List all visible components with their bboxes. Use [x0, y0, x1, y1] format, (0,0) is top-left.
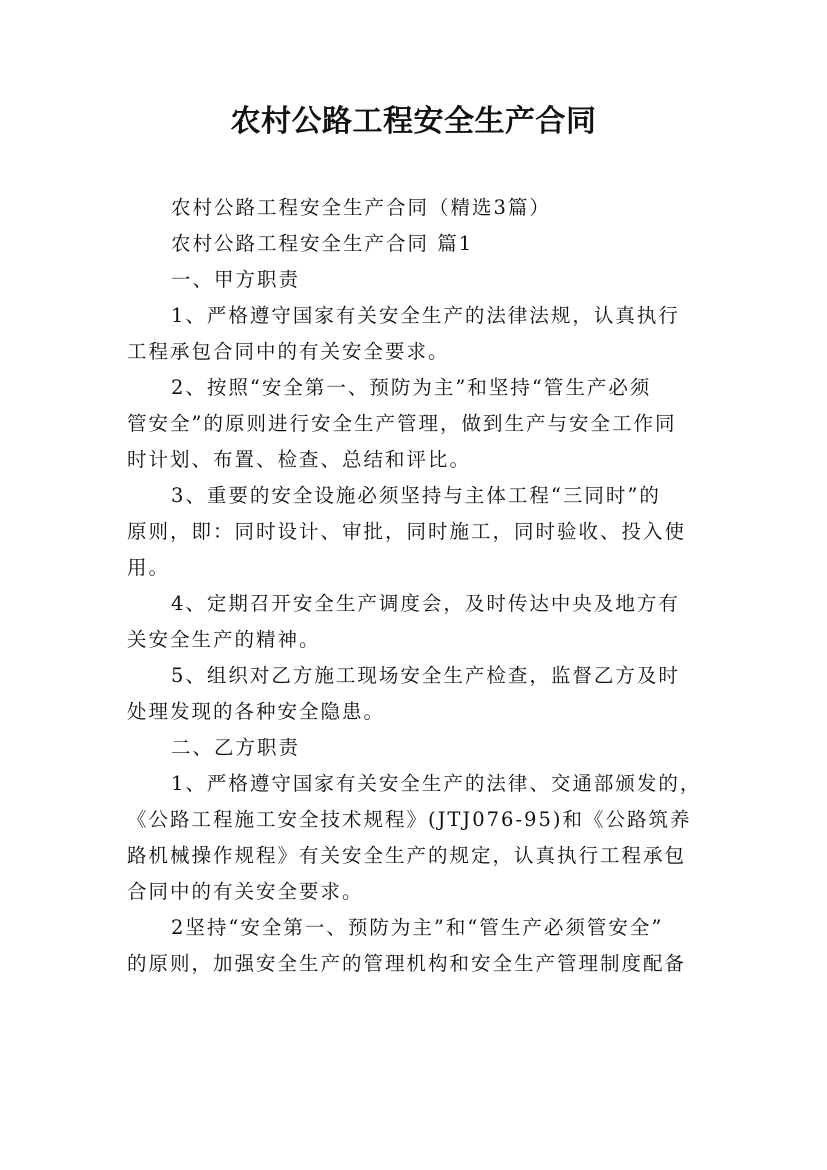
paragraph-line: 1、严格遵守国家有关安全生产的法律、交通部颁发的， [171, 772, 702, 795]
document-body [127, 190, 707, 982]
paragraph-line: 处理发现的各种安全隐患。 [127, 700, 386, 723]
paragraph-line: 管安全”的原则进行安全生产管理，做到生产与安全工作同 [127, 412, 677, 435]
subtitle-line: 农村公路工程安全生产合同（精选3篇） [171, 196, 551, 219]
paragraph-line: 路机械操作规程》有关安全生产的规定，认真执行工程承包 [127, 844, 687, 867]
paragraph-line: 原则，即：同时设计、审批，同时施工，同时验收、投入使 [127, 520, 687, 543]
paragraph-line: 2、按照“安全第一、预防为主”和坚持“管生产必须 [171, 376, 652, 399]
paragraph-line: 5、组织对乙方施工现场安全生产检查，监督乙方及时 [171, 664, 680, 687]
clause-heading-party-b: 二、乙方职责 [171, 736, 301, 759]
document-title: 农村公路工程安全生产合同 [230, 104, 597, 139]
section-heading-line: 农村公路工程安全生产合同 篇1 [171, 232, 474, 255]
paragraph-line: 时计划、布置、检查、总结和评比。 [127, 448, 472, 471]
paragraph-line: 2坚持“安全第一、预防为主”和“管生产必须管安全” [171, 916, 664, 939]
paragraph-line: 合同中的有关安全要求。 [127, 880, 364, 903]
paragraph-line: 1、严格遵守国家有关安全生产的法律法规，认真执行 [171, 304, 680, 327]
paragraph-line: 《公路工程施工安全技术规程》(JTJ076-95)和《公路筑养 [127, 808, 692, 831]
paragraph-line: 3、重要的安全设施必须坚持与主体工程“三同时”的 [171, 484, 661, 507]
paragraph-line: 关安全生产的精神。 [127, 628, 321, 651]
paragraph-line: 的原则，加强安全生产的管理机构和安全生产管理制度配备 [127, 952, 687, 975]
paragraph-line: 4、定期召开安全生产调度会，及时传达中央及地方有 [171, 592, 680, 615]
paragraph-line: 工程承包合同中的有关安全要求。 [127, 340, 450, 363]
clause-heading-party-a: 一、甲方职责 [171, 268, 301, 291]
paragraph-line: 用。 [127, 556, 171, 579]
